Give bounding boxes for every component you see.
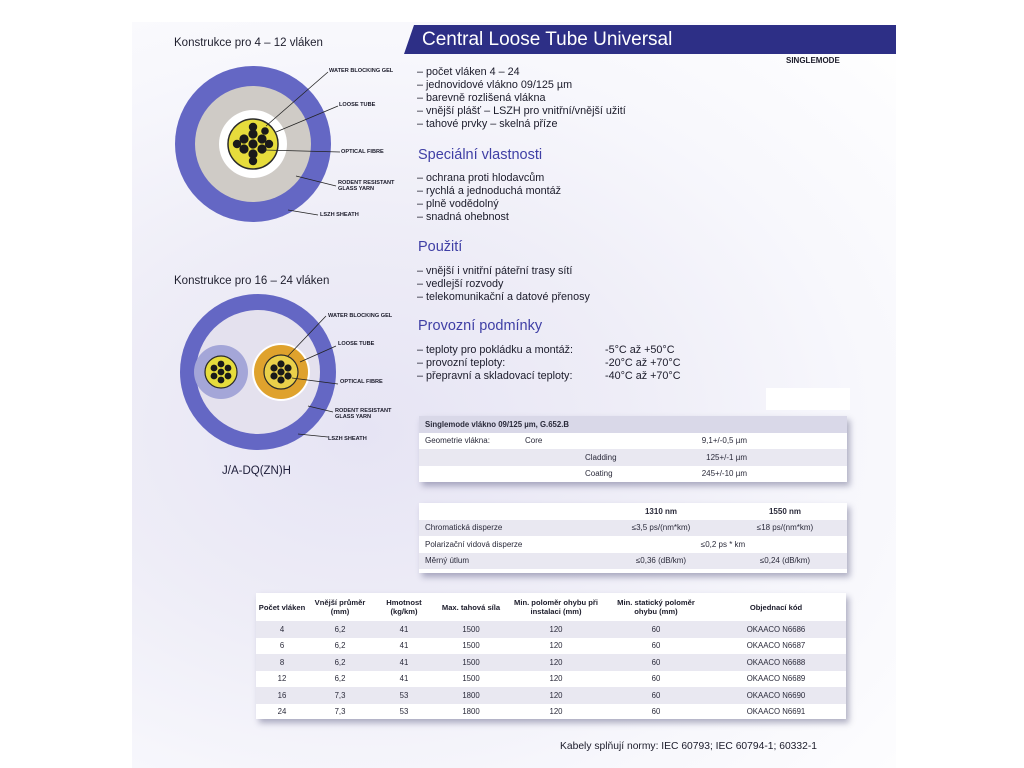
- cell-weight: 41: [399, 674, 409, 684]
- table-row: [256, 671, 846, 688]
- datasheet: [132, 22, 896, 768]
- singlemode-badge: SINGLEMODE: [786, 56, 840, 65]
- fiber-geometry-table: [419, 416, 847, 482]
- cell-bend-static: 60: [651, 657, 661, 667]
- callout-optical-fibre: OPTICAL FIBRE: [341, 149, 384, 155]
- cell-tensile: 1800: [462, 690, 480, 700]
- cell-bend-static: 60: [651, 624, 661, 634]
- callout-line: [288, 210, 318, 215]
- condition-label: – teploty pro pokládku a montáž:: [417, 344, 605, 357]
- fibre: [249, 157, 257, 165]
- fibre: [270, 364, 277, 371]
- col-order-code: Objednací kód: [749, 602, 803, 612]
- cell-outer-diameter: 7,3: [334, 690, 346, 700]
- special-item: – ochrana proti hlodavcům: [417, 172, 561, 185]
- fibre: [218, 361, 225, 368]
- cell-label: Chromatická disperze: [425, 523, 503, 533]
- usage-item: – vedlejší rozvody: [417, 278, 590, 291]
- fibre: [211, 365, 218, 372]
- fibre: [261, 127, 269, 135]
- cell-label: Měrný útlum: [425, 556, 470, 566]
- usage-heading: Použití: [418, 239, 463, 255]
- col-bend-install: Min. poloměr ohybu při instalaci (mm): [514, 598, 598, 616]
- special-item: – plně vodědolný: [417, 198, 561, 211]
- callout-rodent-resistant-glass-yarn: RODENT RESISTANT GLASS YARN: [335, 408, 392, 421]
- cell-value: 9,1+/-0,5 µm: [701, 436, 747, 446]
- col-fiber-count: Počet vláken: [258, 602, 306, 612]
- cell-fiber-count: 12: [277, 674, 287, 684]
- cell-label: [419, 466, 525, 483]
- cell-param: Cladding: [585, 452, 617, 462]
- cell-fiber-count: 8: [279, 657, 285, 667]
- feature-item: – počet vláken 4 – 24: [417, 66, 626, 79]
- cell-order-code: OKAACO N6688: [746, 657, 806, 667]
- product-title: Central Loose Tube Universal: [422, 29, 673, 50]
- cell-weight: 53: [399, 690, 409, 700]
- fibre: [277, 376, 284, 383]
- condition-value: -20°C až +70°C: [605, 357, 681, 370]
- cell-tensile: 1500: [462, 657, 480, 667]
- callout-loose-tube: LOOSE TUBE: [338, 341, 375, 347]
- callout-water-blocking-gel: WATER BLOCKING GEL: [328, 313, 393, 319]
- cell-tensile: 1500: [462, 674, 480, 684]
- condition-value: -40°C až +70°C: [605, 370, 681, 383]
- cell-bend-static: 60: [651, 641, 661, 651]
- special-list: [417, 172, 561, 224]
- table-header-row: [419, 503, 847, 520]
- table-header-row: [419, 416, 847, 433]
- special-item: – rychlá a jednoduchá montáž: [417, 185, 561, 198]
- cell-outer-diameter: 6,2: [334, 641, 346, 651]
- cell-bend-install: 120: [549, 641, 563, 651]
- cell-order-code: OKAACO N6690: [746, 690, 806, 700]
- fibre: [270, 372, 277, 379]
- usage-item: – vnější i vnitřní páteřní trasy sítí: [417, 265, 590, 278]
- feature-item: – jednovidové vlákno 09/125 µm: [417, 79, 626, 92]
- cell-outer-diameter: 6,2: [334, 657, 346, 667]
- cell-bend-install: 120: [549, 624, 563, 634]
- callout-lszh-sheath: LSZH SHEATH: [320, 212, 359, 218]
- table-row: [419, 520, 847, 537]
- fibre: [233, 140, 241, 148]
- fibre: [277, 360, 284, 367]
- table-row: [419, 433, 847, 450]
- table-row: [256, 621, 846, 638]
- cell-tensile: 1800: [462, 707, 480, 717]
- col-1550nm: 1550 nm: [768, 506, 802, 516]
- condition-label: – přepravní a skladovací teploty:: [417, 370, 605, 383]
- cell-label: Geometrie vlákna:: [425, 436, 490, 446]
- cell-bend-install: 120: [549, 690, 563, 700]
- cell-bend-static: 60: [651, 674, 661, 684]
- cell-tensile: 1500: [462, 624, 480, 634]
- callout-rodent-resistant-glass-yarn: RODENT RESISTANT GLASS YARN: [338, 180, 395, 193]
- optical-parameters-table: [419, 503, 847, 573]
- cell-param: Core: [525, 436, 543, 446]
- fibre: [265, 140, 273, 148]
- fibre: [218, 369, 225, 376]
- standards-compliance: Kabely splňují normy: IEC 60793; IEC 60794-1; 60332-1: [560, 741, 818, 752]
- condition-row: [417, 344, 681, 357]
- usage-item: – telekomunikační a datové přenosy: [417, 291, 590, 304]
- cable-designation: J/A-DQ(ZN)H: [222, 465, 291, 477]
- special-heading: Speciální vlastnosti: [418, 147, 543, 163]
- cell-outer-diameter: 6,2: [334, 624, 346, 634]
- table-row: [419, 553, 847, 570]
- cell-outer-diameter: 6,2: [334, 674, 346, 684]
- cable-cross-section-large: [168, 294, 408, 484]
- callout-water-blocking-gel: WATER BLOCKING GEL: [329, 68, 394, 74]
- cell-1550: ≤0,24 (dB/km): [759, 556, 811, 566]
- cell-outer-diameter: 7,3: [334, 707, 346, 717]
- condition-row: [417, 357, 681, 370]
- condition-label: – provozní teploty:: [417, 357, 605, 370]
- conditions-list: [417, 344, 681, 383]
- cell-bend-install: 120: [549, 707, 563, 717]
- cell-1310: ≤0,36 (dB/km): [635, 556, 687, 566]
- cell-weight: 53: [399, 707, 409, 717]
- cell-value: 245+/-10 µm: [701, 469, 747, 479]
- table-row: [256, 654, 846, 671]
- fibre: [225, 365, 232, 372]
- col-1310nm: 1310 nm: [644, 506, 678, 516]
- fibre: [277, 368, 284, 375]
- fibre: [218, 377, 225, 384]
- blank-label-box: [766, 388, 850, 410]
- cell-bend-static: 60: [651, 690, 661, 700]
- cell-order-code: OKAACO N6691: [746, 707, 806, 717]
- fibre: [248, 139, 257, 148]
- cell-bend-install: 120: [549, 657, 563, 667]
- cell-weight: 41: [399, 641, 409, 651]
- table-row: [256, 638, 846, 655]
- col-outer-diameter: Vnější průměr (mm): [314, 598, 366, 616]
- fibre: [249, 123, 257, 131]
- cell-1550: ≤18 ps/(nm*km): [756, 523, 814, 533]
- col-bend-static: Min. statický poloměr ohybu (mm): [617, 598, 695, 616]
- cell-fiber-count: 6: [279, 641, 285, 651]
- feature-item: – tahové prvky – skelná příze: [417, 118, 626, 131]
- cell-tensile: 1500: [462, 641, 480, 651]
- fibre: [284, 372, 291, 379]
- cell-weight: 41: [399, 657, 409, 667]
- col-tensile: Max. tahová síla: [441, 602, 501, 612]
- callout-lszh-sheath: LSZH SHEATH: [328, 436, 367, 442]
- condition-value: -5°C až +50°C: [605, 344, 675, 356]
- special-item: – snadná ohebnost: [417, 211, 561, 224]
- table-row: [419, 466, 847, 483]
- cell-order-code: OKAACO N6689: [746, 674, 806, 684]
- cell-fiber-count: 16: [277, 690, 287, 700]
- cell-order-code: OKAACO N6687: [746, 641, 806, 651]
- fibre: [225, 373, 232, 380]
- table-header-row: [256, 593, 846, 621]
- spec-table-body: [256, 621, 846, 720]
- feature-item: – barevně rozlišená vlákna: [417, 92, 626, 105]
- cell-value: 125+/-1 µm: [706, 452, 747, 462]
- cell-weight: 41: [399, 624, 409, 634]
- conditions-heading: Provozní podmínky: [418, 318, 543, 334]
- cell-order-code: OKAACO N6686: [746, 624, 806, 634]
- cell-bend-static: 60: [651, 707, 661, 717]
- table-row: [419, 449, 847, 466]
- cell-merged: ≤0,2 ps * km: [700, 539, 746, 549]
- col-weight: Hmotnost (kg/km): [386, 598, 422, 616]
- features-list: [417, 66, 626, 131]
- table-row: [256, 704, 846, 721]
- table-row: [256, 687, 846, 704]
- fiber-table-header: Singlemode vlákno 09/125 µm, G.652.B: [425, 419, 570, 429]
- cell-label: Polarizační vidová disperze: [425, 539, 523, 549]
- diagram-large-caption: Konstrukce pro 16 – 24 vláken: [174, 275, 330, 287]
- cell-fiber-count: 24: [277, 707, 287, 717]
- spec-table: [256, 593, 846, 719]
- diagram-small-caption: Konstrukce pro 4 – 12 vláken: [174, 37, 323, 49]
- fibre: [211, 373, 218, 380]
- cell-param: Coating: [585, 469, 613, 479]
- condition-row: [417, 370, 681, 383]
- cell-bend-install: 120: [549, 674, 563, 684]
- callout-optical-fibre: OPTICAL FIBRE: [340, 379, 383, 385]
- table-row: [419, 536, 847, 553]
- cell-fiber-count: 4: [279, 624, 285, 634]
- fibre: [284, 364, 291, 371]
- cell-1310: ≤3,5 ps/(nm*km): [631, 523, 691, 533]
- feature-item: – vnější plášť – LSZH pro vnitřní/vnější užití: [417, 105, 626, 118]
- cell-label: [419, 449, 525, 466]
- callout-loose-tube: LOOSE TUBE: [339, 102, 376, 108]
- usage-list: [417, 265, 590, 304]
